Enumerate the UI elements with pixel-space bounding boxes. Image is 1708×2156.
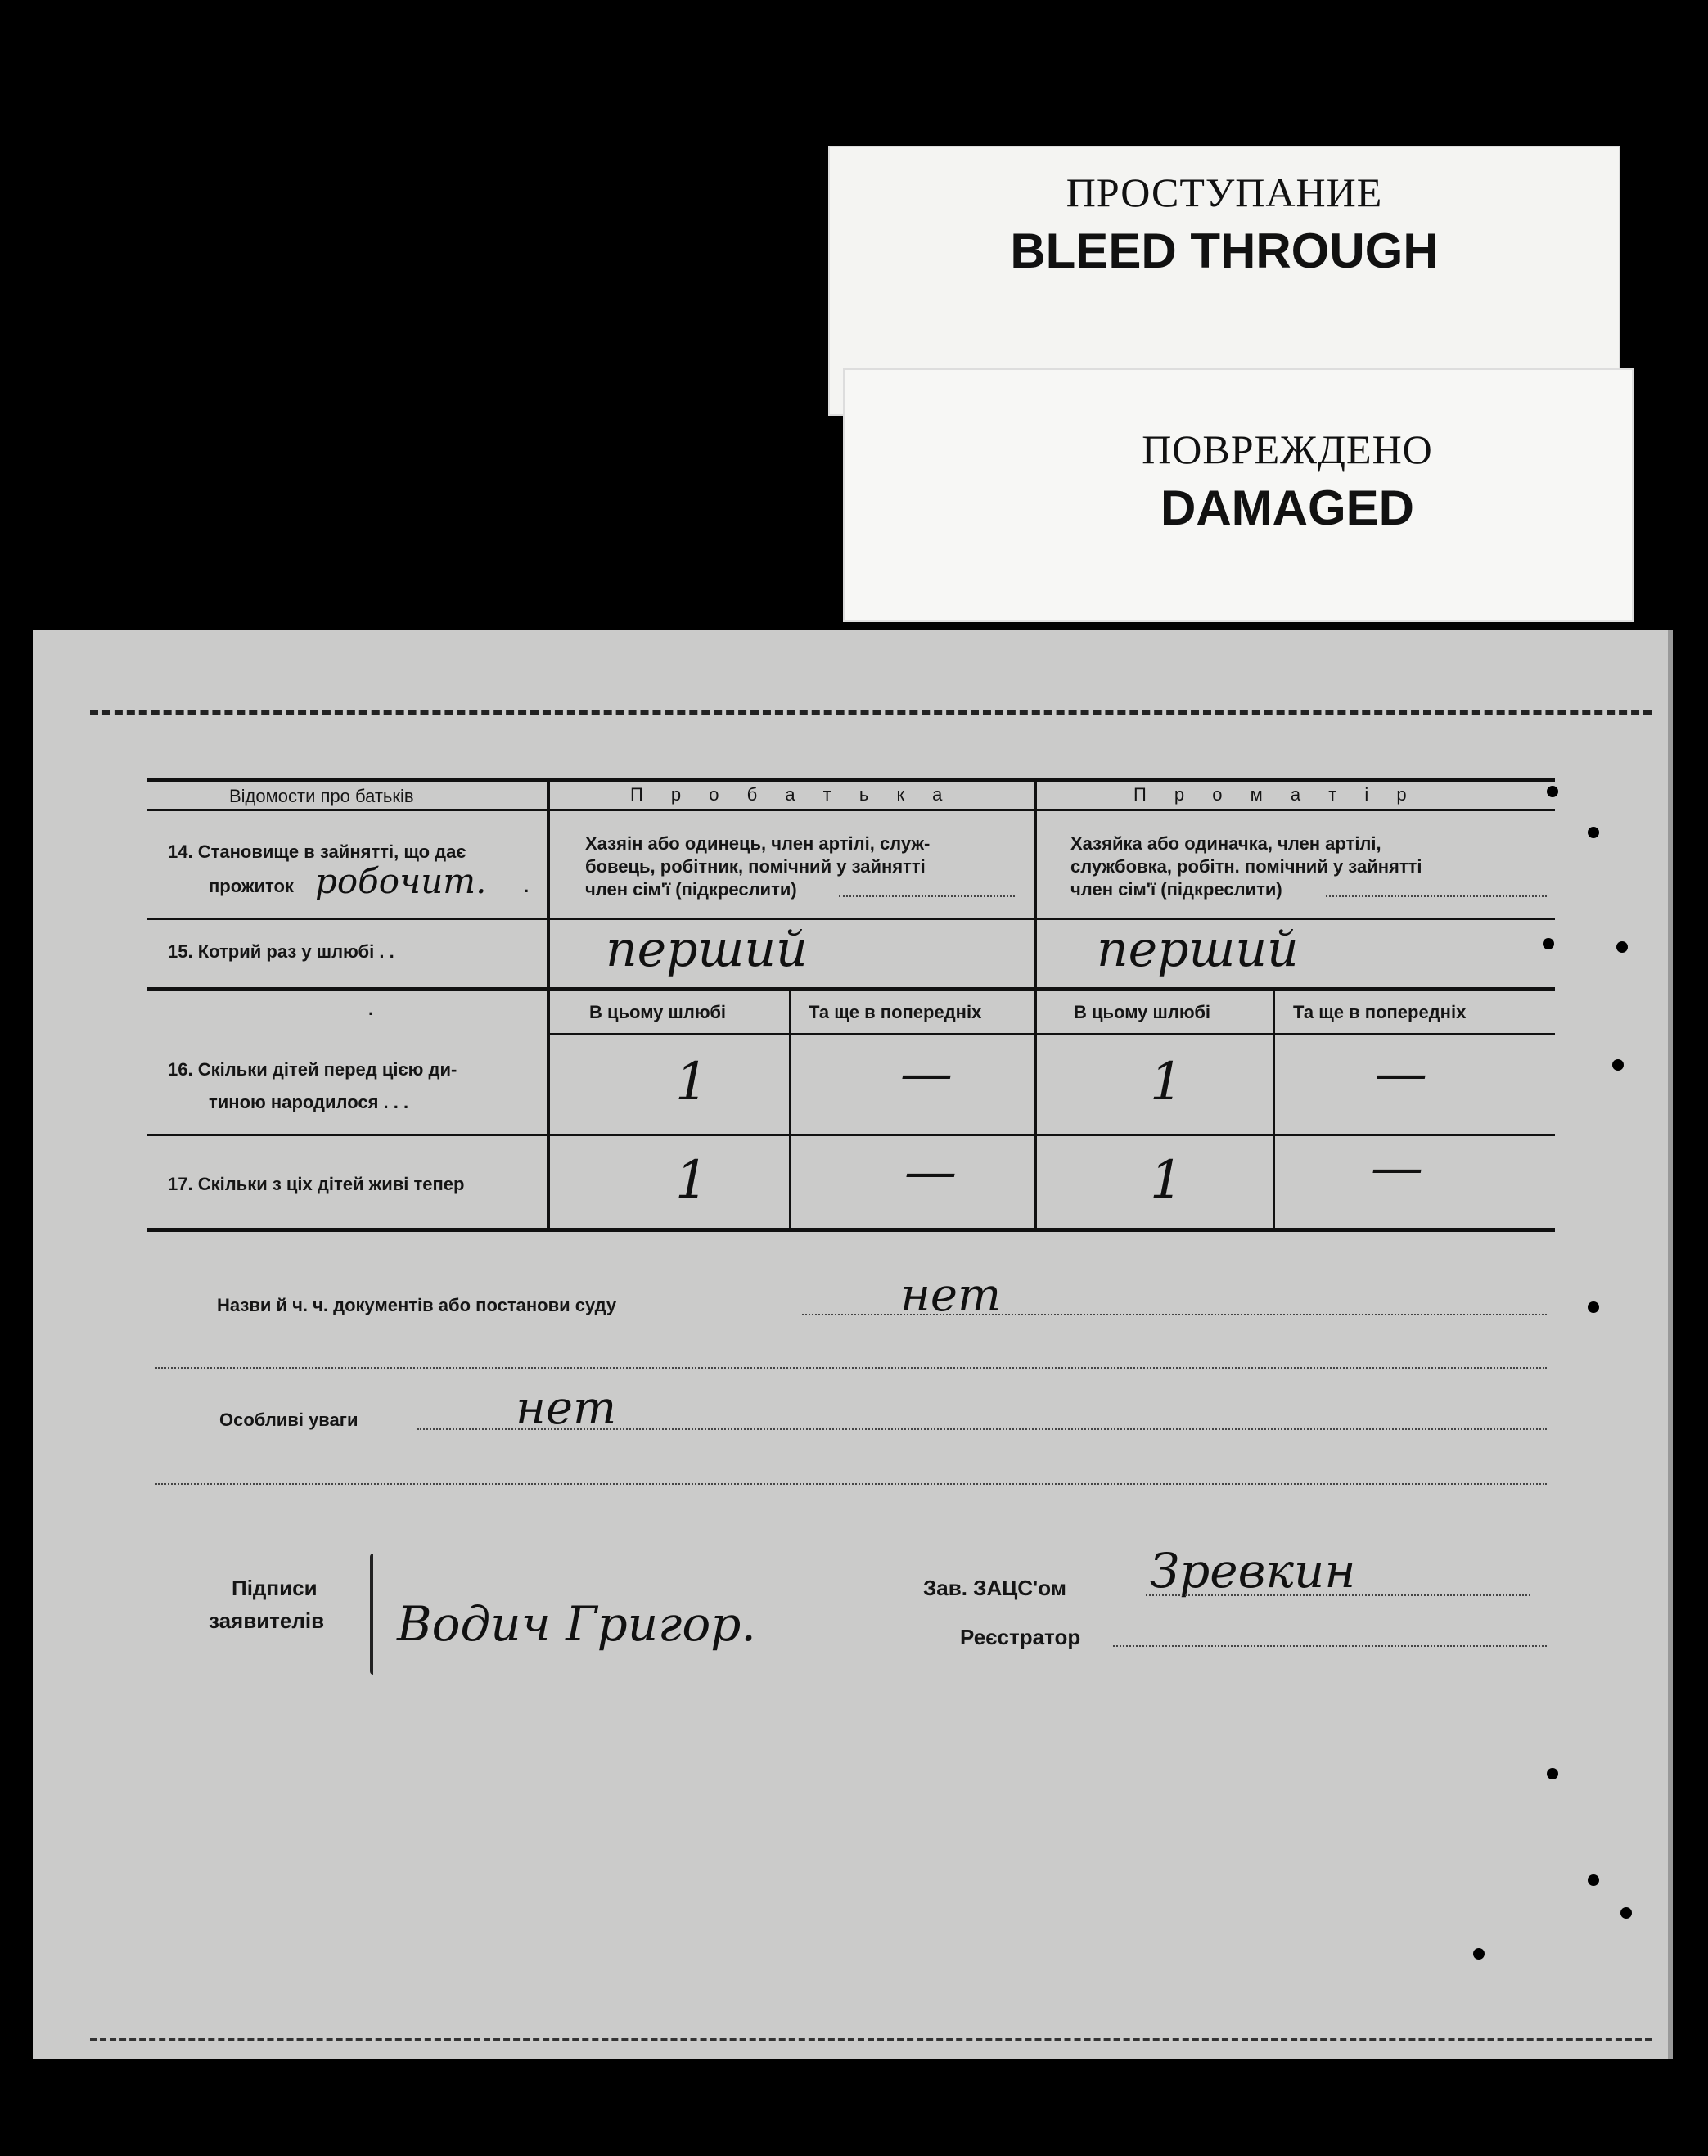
col-divider-1	[547, 778, 550, 1230]
signatures-label-line1: Підписи	[232, 1576, 318, 1600]
documents-dotline-2	[155, 1367, 1547, 1369]
remarks-handwritten: нет	[516, 1382, 617, 1435]
subheader-dot: .	[368, 999, 374, 1019]
col-divider-2	[1034, 778, 1037, 1230]
row14-father-line2: бовець, робітник, помічний у зайнятті	[585, 856, 926, 877]
remarks-label: Особливі уваги	[219, 1410, 358, 1430]
row14-mother-line2: службовка, робітн. помічний у зайнятті	[1070, 856, 1422, 877]
damaged-label-en: DAMAGED	[1160, 480, 1414, 535]
bleed-through-label-en: BLEED THROUGH	[1010, 223, 1439, 278]
punch-hole	[1588, 827, 1599, 838]
punch-hole	[1547, 786, 1558, 797]
registrar-dotline	[1113, 1645, 1547, 1647]
punch-hole	[1588, 1874, 1599, 1886]
row14-mother-line3: член сім'ї (підкреслити)	[1070, 879, 1282, 900]
row16-father-this: 1	[675, 1052, 709, 1112]
applicant-signature: Водич Григор.	[397, 1596, 756, 1652]
row14-occupation-handwritten: робочит.	[315, 861, 487, 901]
row17-label: 17. Скільки з ціх дітей живі тепер	[168, 1174, 465, 1194]
subheader-rule	[548, 1033, 1555, 1035]
punch-hole	[1620, 1907, 1632, 1919]
subheader-this-marriage-mother: В цьому шлюбі	[1074, 1002, 1211, 1022]
row16-mother-this: 1	[1150, 1052, 1183, 1112]
row17-father-this: 1	[675, 1150, 709, 1211]
row16-father-previous: —	[900, 1044, 953, 1104]
row14-mother-dotline	[1326, 895, 1547, 897]
perforation-top	[90, 710, 1652, 715]
col-divider-3	[789, 987, 791, 1230]
documents-handwritten: нет	[900, 1269, 1002, 1322]
registrar-label: Реєстратор	[960, 1625, 1081, 1649]
punch-hole	[1543, 938, 1554, 949]
row14-father-line1: Хазяін або одинець, член артілі, служ-	[585, 833, 931, 854]
row16-mother-previous: —	[1375, 1044, 1427, 1104]
punch-hole	[1612, 1059, 1624, 1071]
punch-hole	[1588, 1301, 1599, 1313]
row15-father-handwritten: перший	[606, 921, 808, 978]
row17-mother-previous: —	[1371, 1138, 1423, 1198]
subheader-this-marriage-father: В цьому шлюбі	[589, 1002, 727, 1022]
documents-label: Назви й ч. ч. документів або постанови суду	[217, 1295, 617, 1315]
row14-label-line1: 14. Становище в зайнятті, що дає	[168, 841, 466, 862]
damaged-card	[843, 368, 1634, 622]
table-top-rule	[147, 778, 1555, 782]
row15-rule	[147, 987, 1555, 991]
remarks-dotline-2	[155, 1483, 1547, 1485]
damaged-label-ru: ПОВРЕЖДЕНО	[1142, 426, 1433, 472]
punch-hole	[1616, 941, 1628, 953]
registry-form	[33, 630, 1673, 2059]
perforation-bottom	[90, 2038, 1652, 2041]
table-header-rule	[147, 809, 1555, 811]
row14-father-dotline	[839, 895, 1015, 897]
row14-label-dot: .	[524, 876, 530, 896]
col-divider-4	[1273, 987, 1275, 1230]
head-dotline	[1146, 1594, 1530, 1596]
row16-label-line2: тиною народилося . . .	[209, 1092, 409, 1112]
header-parents-info: Відомости про батьків	[229, 786, 414, 806]
row14-label-line2: прожиток	[209, 876, 294, 896]
header-about-mother: П р о м а т і р	[1133, 784, 1418, 805]
signatures-label-line2: заявителів	[209, 1608, 325, 1633]
punch-hole	[1547, 1768, 1558, 1779]
table-bottom-rule	[147, 1228, 1555, 1232]
subheader-previous-father: Та ще в попередніх	[809, 1002, 982, 1022]
punch-hole	[1473, 1948, 1485, 1960]
header-about-father: П р о б а т ь к а	[630, 784, 954, 805]
row17-father-previous: —	[904, 1142, 957, 1202]
row17-mother-this: 1	[1150, 1150, 1183, 1211]
row16-rule	[147, 1134, 1555, 1136]
row14-rule	[147, 918, 1555, 920]
head-signature: Зревкин	[1150, 1543, 1356, 1599]
row15-label: 15. Котрий раз у шлюбі . .	[168, 941, 394, 962]
row14-mother-line1: Хазяйка або одиначка, член артілі,	[1070, 833, 1381, 854]
head-label: Зав. ЗАЦС'ом	[923, 1576, 1066, 1600]
subheader-previous-mother: Та ще в попередніх	[1293, 1002, 1467, 1022]
row16-label-line1: 16. Скільки дітей перед цією ди-	[168, 1059, 457, 1080]
signatures-brace	[370, 1554, 373, 1675]
bleed-through-label-ru: ПРОСТУПАНИЕ	[1066, 169, 1383, 215]
row14-father-line3: член сім'ї (підкреслити)	[585, 879, 797, 900]
row15-mother-handwritten: перший	[1097, 921, 1299, 978]
